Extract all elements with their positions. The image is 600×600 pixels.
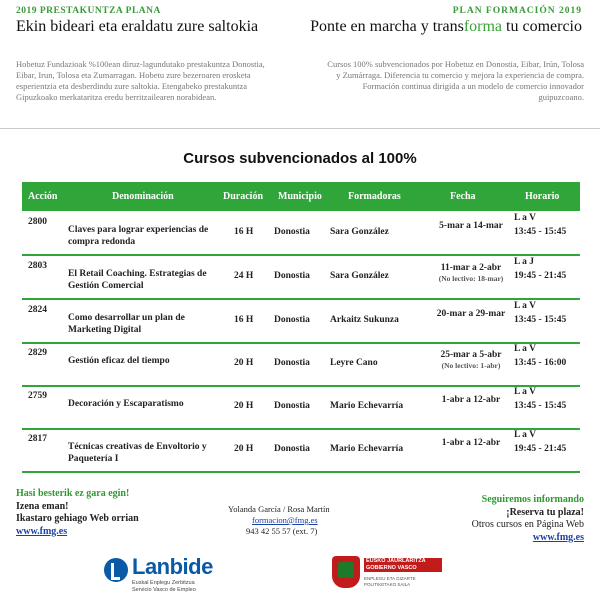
row-divider xyxy=(22,471,580,473)
gv-band-spanish: GOBIERNO VASCO xyxy=(366,565,417,571)
table-row xyxy=(22,429,580,471)
cell-duracion: 16 H xyxy=(234,227,254,237)
section-title: Cursos subvencionados al 100% xyxy=(183,150,417,167)
intro-spanish: Cursos 100% subvencionados por Hobetuz en Donostia, Eibar, Irún, Tolosa y Zumárraga. Diferencia tu comercio y mejora la experiencia de compra. Formación continua dirigida a un modelo de comercio innovador guipuzcoano. xyxy=(327,59,584,102)
table-header xyxy=(22,182,580,211)
table-row xyxy=(22,343,580,385)
cell-duracion: 16 H xyxy=(234,315,254,325)
cell-accion: 2803 xyxy=(28,261,47,271)
gv-band-basque: EUSKO JAURLARITZA xyxy=(366,558,426,564)
cell-fecha-range: 1-abr a 12-abr xyxy=(441,438,501,448)
cell-horario: 13:45 - 16:00 xyxy=(514,358,567,368)
top-left-label: 2019 PRESTAKUNTZA PLANA xyxy=(16,6,161,16)
col-header-horario: Horario xyxy=(525,191,560,202)
cell-dias: L a V xyxy=(514,430,537,440)
footer-right-line2: Otros cursos en Página Web xyxy=(471,519,584,530)
cell-duracion: 20 H xyxy=(234,444,254,454)
cell-horario: 13:45 - 15:45 xyxy=(514,401,567,411)
cell-fecha xyxy=(430,308,512,320)
table-row xyxy=(22,300,580,342)
footer-right xyxy=(384,494,584,544)
cell-accion: 2800 xyxy=(28,217,47,227)
col-header-formadoras: Formadoras xyxy=(348,191,401,202)
cell-denominacion: El Retail Coaching. Estrategias de Gestión Comercial xyxy=(68,269,207,291)
table-row xyxy=(22,256,580,298)
cell-horario: 13:45 - 15:45 xyxy=(514,315,567,325)
col-header-duracion: Duración xyxy=(223,191,263,202)
footer-contact-email[interactable]: formacion@fmg.es xyxy=(252,515,318,525)
footer-center xyxy=(228,504,358,537)
footer-left-line1: Izena eman! xyxy=(16,500,69,512)
cell-formadora: Mario Echevarría xyxy=(330,401,404,411)
cell-municipio: Donostia xyxy=(274,401,310,411)
footer-left-link[interactable]: www.fmg.es xyxy=(16,525,68,537)
cell-formadora: Leyre Cano xyxy=(330,358,378,368)
cell-accion: 2817 xyxy=(28,434,47,444)
lanbide-logo xyxy=(104,554,234,594)
coat-of-arms-icon xyxy=(332,556,360,588)
footer-right-line1: ¡Reserva tu plaza! xyxy=(506,506,584,518)
footer-contact-names: Yolanda García / Rosa Martín xyxy=(228,504,330,514)
footer-right-green: Seguiremos informando xyxy=(481,494,584,505)
cell-formadora: Sara González xyxy=(330,227,389,237)
cell-formadora: Mario Echevarría xyxy=(330,444,404,454)
cell-horario: 19:45 - 21:45 xyxy=(514,271,567,281)
cell-duracion: 20 H xyxy=(234,401,254,411)
cell-horario: 19:45 - 21:45 xyxy=(514,444,567,454)
cell-fecha xyxy=(430,437,512,449)
cell-duracion: 20 H xyxy=(234,358,254,368)
lanbide-mark-icon xyxy=(104,558,128,582)
headline-spanish xyxy=(310,18,582,36)
footer-contact-phone: 943 42 55 57 (ext. 7) xyxy=(246,526,318,536)
col-header-accion: Acción xyxy=(28,191,58,202)
col-header-municipio: Municipio xyxy=(278,191,322,202)
cell-dias: L a V xyxy=(514,213,537,223)
table-row xyxy=(22,212,580,254)
cell-denominacion: Como desarrollar un plan de Marketing Digital xyxy=(68,313,185,335)
cell-municipio: Donostia xyxy=(274,227,310,237)
cell-fecha-note: (No lectivo: 18-mar) xyxy=(438,274,504,283)
cell-fecha-note: (No lectivo: 1-abr) xyxy=(441,361,501,370)
cell-fecha-range: 5-mar a 14-mar xyxy=(439,221,503,231)
cell-municipio: Donostia xyxy=(274,444,310,454)
gv-band xyxy=(364,558,442,572)
cell-denominacion: Claves para lograr experiencias de compra redonda xyxy=(68,225,209,247)
cell-formadora: Arkaitz Sukunza xyxy=(330,315,399,325)
cell-dias: L a V xyxy=(514,387,537,397)
gobierno-vasco-logo xyxy=(332,554,452,594)
cell-fecha-range: 11-mar a 2-abr xyxy=(440,263,502,273)
header-divider xyxy=(0,128,600,129)
footer-left-line2: Ikastaro gehiago Web orrian xyxy=(16,513,139,524)
cell-fecha xyxy=(430,349,512,370)
cell-denominacion: Decoración y Escaparatismo xyxy=(68,399,184,409)
gv-department: ENPLEGU ETA GIZARTE POLITIKETAKO SAILA xyxy=(364,576,416,587)
cell-fecha-range: 20-mar a 29-mar xyxy=(436,309,506,319)
cell-fecha xyxy=(430,394,512,406)
cell-fecha xyxy=(430,220,512,232)
cell-duracion: 24 H xyxy=(234,271,254,281)
cell-fecha-range: 25-mar a 5-abr xyxy=(440,350,502,360)
lanbide-sub-spanish: Servicio Vasco de Empleo xyxy=(132,586,196,593)
cell-accion: 2829 xyxy=(28,348,47,358)
cell-denominacion: Técnicas creativas de Envoltorio y Paquetería I xyxy=(68,442,207,464)
headline-spanish-pre: Ponte en marcha y trans xyxy=(310,18,464,35)
cell-municipio: Donostia xyxy=(274,358,310,368)
footer-left-green: Hasi besterik ez gara egin! xyxy=(16,488,130,499)
cell-accion: 2759 xyxy=(28,391,47,401)
cell-dias: L a V xyxy=(514,301,537,311)
col-header-fecha: Fecha xyxy=(450,191,476,202)
headline-spanish-post: tu comercio xyxy=(502,18,582,35)
footer-left xyxy=(16,488,186,538)
table-row xyxy=(22,386,580,428)
cell-formadora: Sara González xyxy=(330,271,389,281)
cell-fecha-range: 1-abr a 12-abr xyxy=(441,395,501,405)
headline-spanish-highlight: forma xyxy=(463,18,503,35)
lanbide-sub xyxy=(132,580,196,593)
top-right-label: PLAN FORMACIÓN 2019 xyxy=(452,6,582,16)
cell-fecha xyxy=(430,262,512,283)
cell-dias: L a J xyxy=(514,257,535,267)
lanbide-name: Lanbide xyxy=(132,554,213,579)
cell-denominacion: Gestión eficaz del tiempo xyxy=(68,356,170,366)
cell-accion: 2824 xyxy=(28,305,47,315)
cell-horario: 13:45 - 15:45 xyxy=(514,227,567,237)
headline-basque: Ekin bideari eta eraldatu zure saltokia xyxy=(16,18,259,35)
intro-basque: Hobetuz Fundazioak %100ean diruz-lagundutako prestakuntza Donostia, Eibar, Irun, Tolosa eta Zumarragan. Hobetu zure bezeroaren erosketa esperientzia eta desberdindu zure saltokia. Etengabeko prestakuntza Gipuzkoako merkataritza eredu berritzailearen norabidean. xyxy=(16,59,265,102)
lanbide-sub-basque: Euskal Enplegu Zerbitzua xyxy=(132,580,195,586)
cell-municipio: Donostia xyxy=(274,271,310,281)
footer-right-link[interactable]: www.fmg.es xyxy=(532,531,584,543)
col-header-denominacion: Denominación xyxy=(112,191,174,202)
cell-municipio: Donostia xyxy=(274,315,310,325)
cell-dias: L a V xyxy=(514,344,537,354)
